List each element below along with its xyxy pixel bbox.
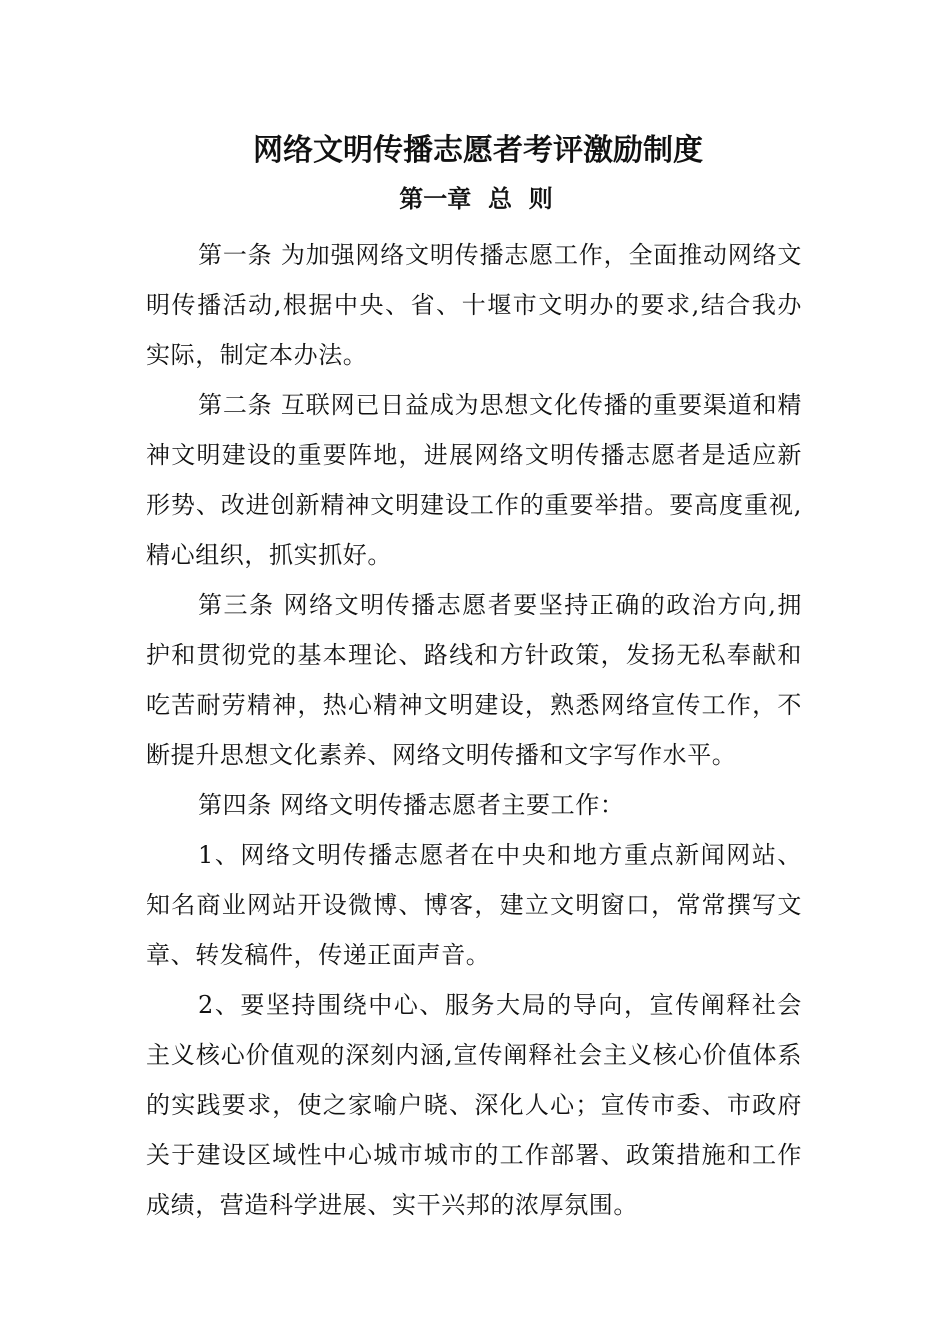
paragraph-article-2: 第二条 互联网已日益成为思想文化传播的重要渠道和精神文明建设的重要阵地，进展网络文明传播志愿者是适应新形势、改进创新精神文明建设工作的重要举措。要高度重视,精心组织，抓实抓好。 <box>146 391 802 569</box>
document-body <box>146 126 802 1230</box>
document-title: 网络文明传播志愿者考评激励制度 <box>253 133 703 168</box>
paragraph-article-3: 第三条 网络文明传播志愿者要坚持正确的政治方向,拥护和贯彻党的基本理论、路线和方针政策，发扬无私奉献和吃苦耐劳精神，热心精神文明建设，熟悉网络宣传工作，不断提升思想文化素养、网络文明传播和文字写作水平。 <box>146 591 802 769</box>
chapter-heading: 第一章 总 则 <box>399 184 553 213</box>
paragraph-item-2: 2、要坚持围绕中心、服务大局的导向，宣传阐释社会主义核心价值观的深刻内涵,宣传阐释社会主义核心价值体系的实践要求，使之家喻户晓、深化人心；宣传市委、市政府关于建设区域性中心城市城市的工作部署、政策措施和工作成绩，营造科学进展、实干兴邦的浓厚氛围。 <box>146 991 802 1219</box>
paragraph-article-4: 第四条 网络文明传播志愿者主要工作： <box>198 791 625 819</box>
paragraph-item-1: 1、网络文明传播志愿者在中央和地方重点新闻网站、知名商业网站开设微博、博客，建立文明窗口，常常撰写文章、转发稿件，传递正面声音。 <box>146 841 802 969</box>
paragraph-article-1: 第一条 为加强网络文明传播志愿工作，全面推动网络文明传播活动,根据中央、省、十堰市文明办的要求,结合我办实际，制定本办法。 <box>146 241 802 369</box>
spacer <box>146 222 802 230</box>
